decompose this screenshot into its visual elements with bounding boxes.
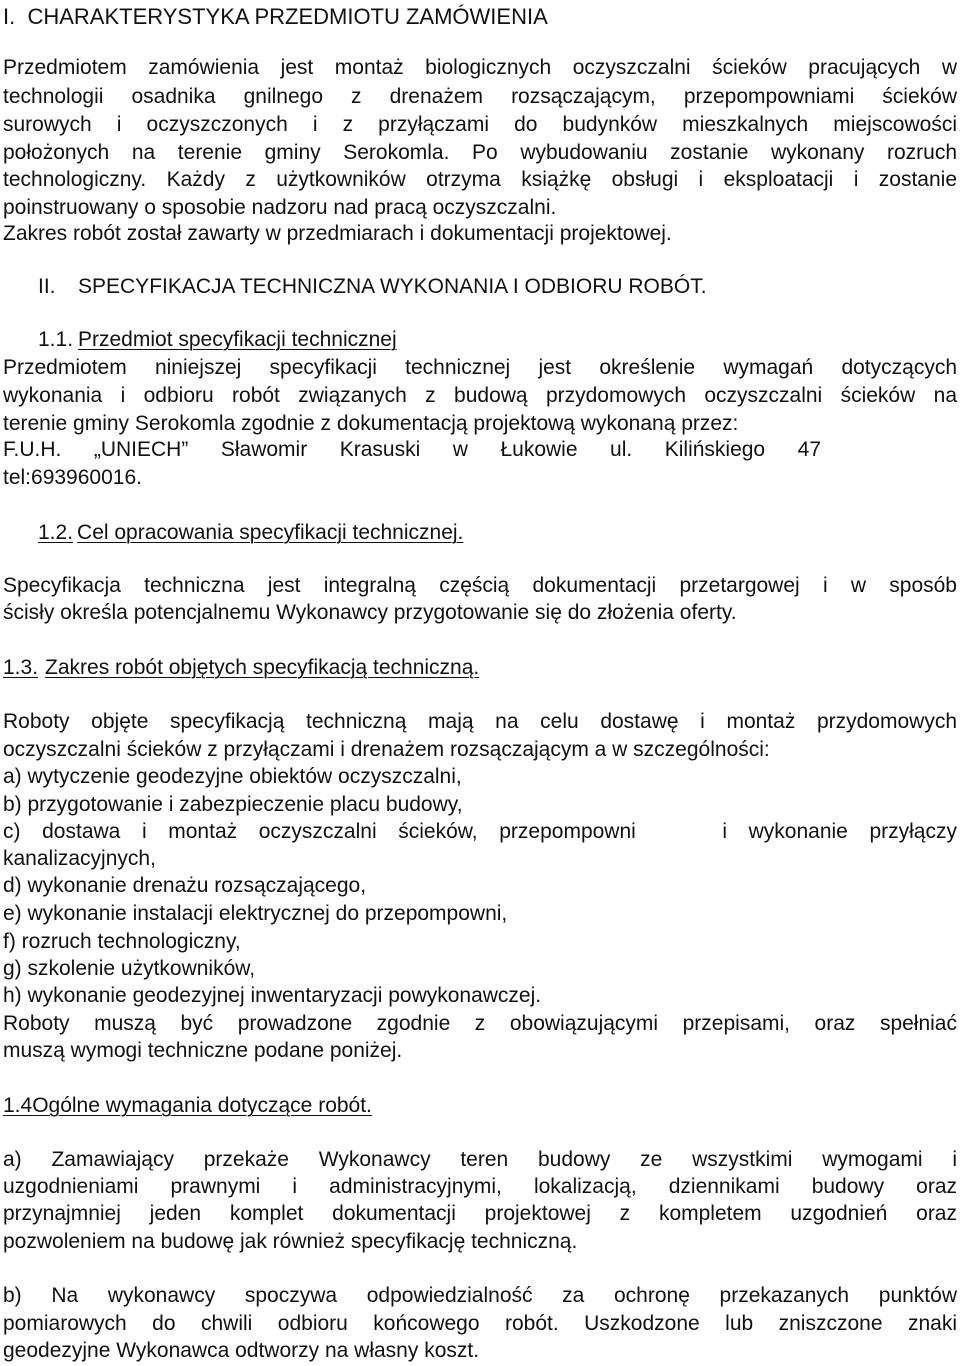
paragraph-line: terenie gminy Serokomla zgodnie z dokumentacją projektową wykonaną przez:	[3, 412, 739, 435]
paragraph-line: technologiczny. Każdy z użytkowników otrzyma książkę obsługi i eksploatacji i zostanie	[3, 168, 957, 191]
paragraph-line: ścisły określa potencjalnemu Wykonawcy przygotowanie się do złożenia oferty.	[3, 601, 737, 624]
paragraph-line: F.U.H. „UNIECH” Sławomir Krasuski w Łukowie ul. Kilińskiego 47	[3, 438, 821, 461]
paragraph-line: Zakres robót został zawarty w przedmiarach i dokumentacji projektowej.	[3, 222, 672, 245]
paragraph-line: położonych na terenie gminy Serokomla. Po wybudowaniu zostanie wykonany rozruch	[3, 141, 957, 164]
section-2-heading	[38, 274, 960, 300]
paragraph-line: surowych i oczyszczonych i z przyłączami do budynków mieszkalnych miejscowości	[3, 113, 957, 136]
paragraph-line: muszą wymogi techniczne podane poniżej.	[3, 1039, 403, 1062]
list-item: f) rozruch technologiczny,	[3, 930, 241, 953]
paragraph-line: Przedmiotem niniejszej specyfikacji technicznej jest określenie wymagań dotyczących	[3, 356, 957, 379]
subsection-number: 1.3.	[3, 656, 39, 679]
paragraph-line: pomiarowych do chwili odbioru końcowego robót. Uszkodzone lub zniszczone znaki	[3, 1312, 957, 1335]
subsection-title: Zakres robót objętych specyfikacją techniczną.	[45, 656, 480, 679]
paragraph-line: pozwoleniem na budowę jak również specyfikację techniczną.	[3, 1230, 578, 1253]
paragraph-line: Specyfikacja techniczna jest integralną częścią dokumentacji przetargowej i w sposób	[3, 574, 957, 597]
section-1-heading: I. CHARAKTERYSTYKA PRZEDMIOTU ZAMÓWIENIA	[3, 4, 548, 29]
section-2-title: SPECYFIKACJA TECHNICZNA WYKONANIA I ODBIORU ROBÓT.	[78, 275, 707, 298]
paragraph-line: oczyszczalni ścieków z przyłączami i drenażem rozsączającym a w szczególności:	[3, 738, 770, 761]
list-item: g) szkolenie użytkowników,	[3, 957, 256, 980]
subsection-1-2-heading	[38, 520, 960, 546]
list-item-continuation: kanalizacyjnych,	[3, 847, 156, 870]
subsection-title: Ogólne wymagania dotyczące robót.	[32, 1094, 372, 1117]
paragraph-line: Roboty objęte specyfikacją techniczną mają na celu dostawę i montaż przydomowych	[3, 710, 957, 733]
list-item: h) wykonanie geodezyjnej inwentaryzacji powykonawczej.	[3, 984, 542, 1007]
paragraph-line: b) Na wykonawcy spoczywa odpowiedzialność za ochronę przekazanych punktów	[3, 1284, 957, 1307]
paragraph-line: uzgodnieniami prawnymi i administracyjnymi, lokalizacją, dziennikami budowy oraz	[3, 1175, 957, 1198]
paragraph-line: geodezyjne Wykonawca odtworzy na własny koszt.	[3, 1339, 480, 1362]
subsection-1-4-heading	[3, 1093, 957, 1119]
subsection-number: 1.1.	[38, 328, 74, 351]
subsection-1-1-heading	[38, 327, 960, 353]
paragraph-line: technologii osadnika gnilnego z drenażem rozsączającym, przepompowniami ścieków	[3, 85, 957, 108]
subsection-number: 1.4	[3, 1094, 33, 1117]
paragraph-line: wykonania i odbioru robót związanych z budową przydomowych oczyszczalni ścieków na	[3, 384, 957, 407]
subsection-number: 1.2.	[38, 521, 74, 544]
section-2-number: II.	[38, 275, 56, 298]
subsection-1-3-heading	[3, 655, 957, 681]
list-item: d) wykonanie drenażu rozsączającego,	[3, 874, 367, 897]
paragraph-line: Roboty muszą być prowadzone zgodnie z obowiązującymi przepisami, oraz spełniać	[3, 1012, 957, 1035]
list-item: a) wytyczenie geodezyjne obiektów oczyszczalni,	[3, 765, 462, 788]
paragraph-line: Przedmiotem zamówienia jest montaż biologicznych oczyszczalni ścieków pracujących w	[3, 56, 957, 79]
list-item: b) przygotowanie i zabezpieczenie placu budowy,	[3, 793, 463, 816]
subsection-title: Cel opracowania specyfikacji technicznej.	[77, 521, 464, 544]
list-item: c) dostawa i montaż oczyszczalni ścieków, przepompowni i wykonanie przyłączy	[3, 820, 957, 843]
paragraph-line: a) Zamawiający przekaże Wykonawcy teren budowy ze wszystkimi wymogami i	[3, 1148, 957, 1171]
paragraph-line: przynajmniej jeden komplet dokumentacji projektowej z kompletem uzgodnień oraz	[3, 1202, 957, 1225]
paragraph-line: poinstruowany o sposobie nadzoru nad pracą oczyszczalni.	[3, 196, 557, 219]
list-item: e) wykonanie instalacji elektrycznej do przepompowni,	[3, 902, 508, 925]
paragraph-line: tel:693960016.	[3, 466, 142, 489]
subsection-title: Przedmiot specyfikacji technicznej	[78, 328, 397, 351]
